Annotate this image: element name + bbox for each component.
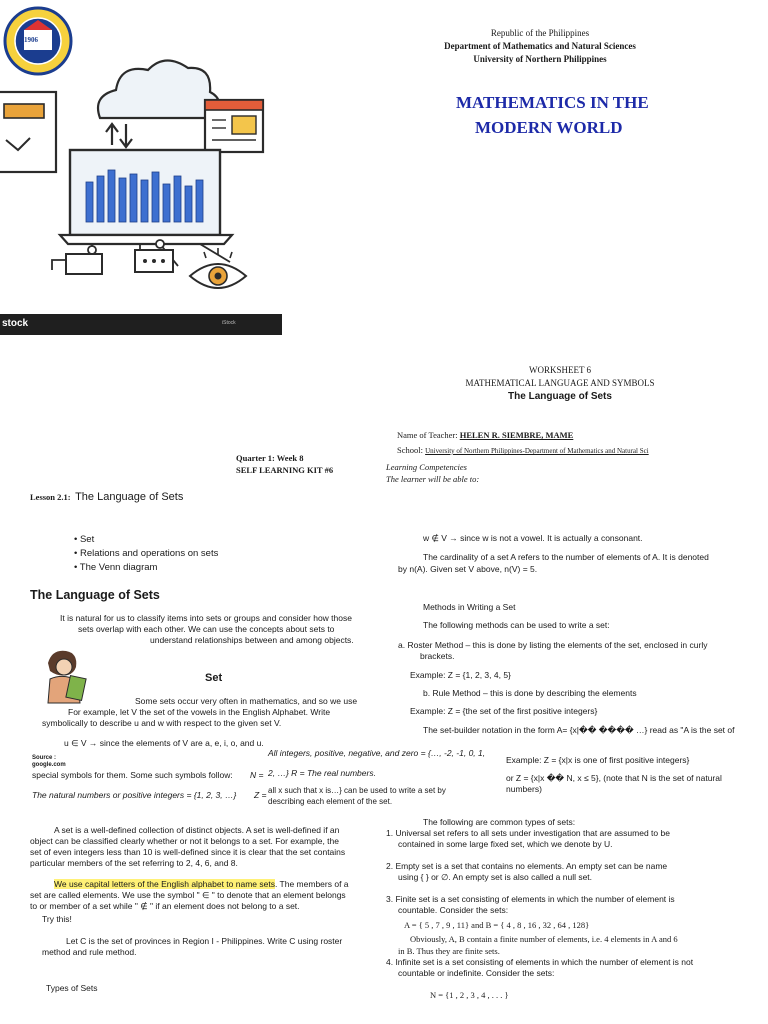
capital-letters-paragraph bbox=[30, 879, 390, 912]
try-this: Try this! bbox=[42, 914, 72, 924]
definition-line: set of even integers less than 10 is well-defined since it is clear that the set contains bbox=[30, 847, 346, 857]
w-not-vowel: w ∉ V → since w is not a vowel. It is actually a consonant. bbox=[423, 533, 643, 543]
methods-intro: The following methods can be used to write a set: bbox=[423, 620, 610, 630]
set-builder-line: The set-builder notation in the form A= {x|�� ���� …} read as "A is the set of bbox=[423, 725, 735, 735]
section-title: The Language of Sets bbox=[30, 588, 160, 602]
topic-item: • Set bbox=[74, 534, 95, 545]
special-symbols-text: special symbols for them. Some such symbols follow: bbox=[32, 770, 233, 780]
intro-line: It is natural for us to classify items into sets or groups and consider how those bbox=[60, 613, 352, 623]
quarter-week: Quarter 1: Week 8 bbox=[236, 453, 304, 463]
exercise-line-1: Let C is the set of provinces in Region I - Philippines. Write C using roster bbox=[66, 936, 343, 946]
course-title-line1: MATHEMATICS IN THE bbox=[456, 93, 649, 112]
teacher-row bbox=[397, 430, 573, 440]
methods-title: Methods in Writing a Set bbox=[423, 602, 516, 612]
set-text-3: symbolically to describe u and w with respect to the given set V. bbox=[42, 718, 282, 728]
source-label: Source : bbox=[32, 755, 57, 761]
integers-text: All integers, positive, negative, and zero = {…, -2, -1, 0, 1, bbox=[268, 748, 486, 758]
school-name: University of Northern Philippines-Department of Mathematics and Natural Sci bbox=[425, 447, 649, 455]
teacher-name: HELEN R. SIEMBRE, MAME bbox=[459, 430, 574, 440]
seal-year: 1906 bbox=[24, 36, 38, 44]
cardinality-line-2: by n(A). Given set V above, n(V) = 5. bbox=[398, 564, 538, 574]
self-learning-kit: SELF LEARNING KIT #6 bbox=[236, 465, 334, 475]
course-title-line2: MODERN WORLD bbox=[475, 118, 623, 137]
topic-item: • Relations and operations on sets bbox=[74, 548, 219, 559]
header-department: Department of Mathematics and Natural Sciences bbox=[444, 41, 636, 51]
header-country: Republic of the Philippines bbox=[490, 28, 590, 38]
learner-able: The learner will be able to: bbox=[386, 474, 480, 484]
header-university: University of Northern Philippines bbox=[473, 54, 607, 64]
types-intro: The following are common types of sets: bbox=[423, 817, 576, 827]
intro-line: understand relationships between and among objects. bbox=[150, 635, 354, 645]
cover-footer-text: iStock bbox=[222, 320, 236, 326]
lesson-label: Lesson 2.1: bbox=[30, 492, 71, 502]
finite-sets: A = { 5 , 7 , 9 , 11} and B = { 4 , 8 , 16 , 32 , 64 , 128} bbox=[404, 920, 590, 930]
naturals-text: The natural numbers or positive integers = {1, 2, 3, …} bbox=[32, 790, 237, 800]
intro-line: sets overlap with each other. We can use the concepts about sets to bbox=[78, 624, 335, 634]
natural-set: N = {1 , 2 , 3 , 4 , . . . } bbox=[430, 990, 509, 1000]
set-builder-example-3: numbers) bbox=[506, 784, 542, 794]
worksheet-number: WORKSHEET 6 bbox=[528, 365, 592, 375]
school-row bbox=[397, 445, 767, 455]
capital-letters-rest: . The members of a bbox=[274, 879, 349, 889]
description-text-1: all x such that x is…} can be used to write a set by bbox=[268, 786, 446, 795]
definition-paragraph bbox=[30, 825, 390, 869]
n-label: N = bbox=[250, 770, 264, 780]
set-text-4: u ∈ V → since the elements of V are a, e, i, o, and u. bbox=[64, 738, 264, 748]
university-seal bbox=[2, 6, 74, 76]
roster-example: Example: Z = {1, 2, 3, 4, 5} bbox=[410, 670, 511, 680]
worksheet-subtitle: MATHEMATICAL LANGUAGE AND SYMBOLS bbox=[465, 378, 655, 388]
learning-competencies: Learning Competencies bbox=[386, 462, 467, 472]
definition-line: A set is a well-defined collection of distinct objects. A set is well-defined if an bbox=[54, 825, 340, 835]
source-value: google.com bbox=[32, 762, 66, 768]
rule-method: b. Rule Method – this is done by describing the elements bbox=[423, 688, 637, 698]
worksheet-title: The Language of Sets bbox=[508, 391, 612, 402]
z-label: Z = bbox=[254, 790, 267, 800]
topic-item: • The Venn diagram bbox=[74, 562, 158, 573]
type-infinite-2: countable or indefinite. Consider the sets: bbox=[398, 968, 555, 978]
definition-line: particular members of the set referring to 2, 4, 6, and 8. bbox=[30, 858, 238, 868]
cardinality-line-1: The cardinality of a set A refers to the number of elements of A. It is denoted bbox=[423, 552, 709, 562]
description-text-2: describing each element of the set. bbox=[268, 797, 393, 806]
exercise-line-2: method and rule method. bbox=[42, 947, 137, 957]
definition-line: object can be classified clearly whether or not it belongs to a set. For example, the bbox=[30, 836, 339, 846]
roster-line-1: a. Roster Method – this is done by listing the elements of the set, enclosed in curly bbox=[398, 640, 708, 650]
cover-watermark: stock bbox=[2, 318, 29, 329]
finite-note-2: in B. Thus they are finite sets. bbox=[398, 946, 500, 956]
teacher-label: Name of Teacher: bbox=[397, 430, 458, 440]
capital-letters-line: set are called elements. We use the symbol " ∈ " to denote that an element belongs bbox=[30, 890, 346, 900]
set-builder-example: Example: Z = {x|x is one of first positive integers} bbox=[506, 755, 690, 765]
type-infinite-1: 4. Infinite set is a set consisting of elements in which the number of element is not bbox=[386, 957, 694, 967]
lesson-title: The Language of Sets bbox=[75, 491, 184, 503]
capital-letters-line: to or member of a set while " ∉ " if an element does not belong to a set. bbox=[30, 901, 300, 911]
type-universal: 1. Universal set refers to all sets under investigation that are assumed to be contained in some large fixed set, which we denote by U. bbox=[386, 828, 670, 849]
finite-note-1: Obviously, A, B contain a finite number of elements, i.e. 4 elements in A and 6 bbox=[410, 934, 678, 944]
student-reading-illustration bbox=[38, 645, 92, 707]
set-heading: Set bbox=[205, 672, 223, 684]
rule-example: Example: Z = {the set of the first positive integers} bbox=[410, 706, 598, 716]
types-of-sets-label: Types of Sets bbox=[46, 983, 98, 993]
school-label: School: bbox=[397, 445, 423, 455]
set-text-1: Some sets occur very often in mathematics, and so we use bbox=[135, 696, 358, 706]
type-empty: 2. Empty set is a set that contains no elements. An empty set can be name using { } or ∅. An empty set is also called a null set. bbox=[386, 861, 668, 882]
set-text-2: For example, let V the set of the vowels in the English Alphabet. Write bbox=[68, 707, 331, 717]
topic-list bbox=[74, 533, 218, 575]
roster-line-2: brackets. bbox=[420, 651, 455, 661]
intro-paragraph bbox=[30, 613, 382, 646]
integers-text-2: 2, …} R = The real numbers. bbox=[268, 768, 376, 778]
set-builder-example-2: or Z = {x|x �� N, x ≤ 5}, (note that N is the set of natural bbox=[506, 773, 722, 783]
highlighted-text: We use capital letters of the English alphabet to name sets bbox=[54, 879, 275, 889]
lesson-heading bbox=[30, 487, 183, 505]
type-finite: 3. Finite set is a set consisting of elements in which the number of element is countable. Consider the sets: bbox=[386, 894, 675, 915]
